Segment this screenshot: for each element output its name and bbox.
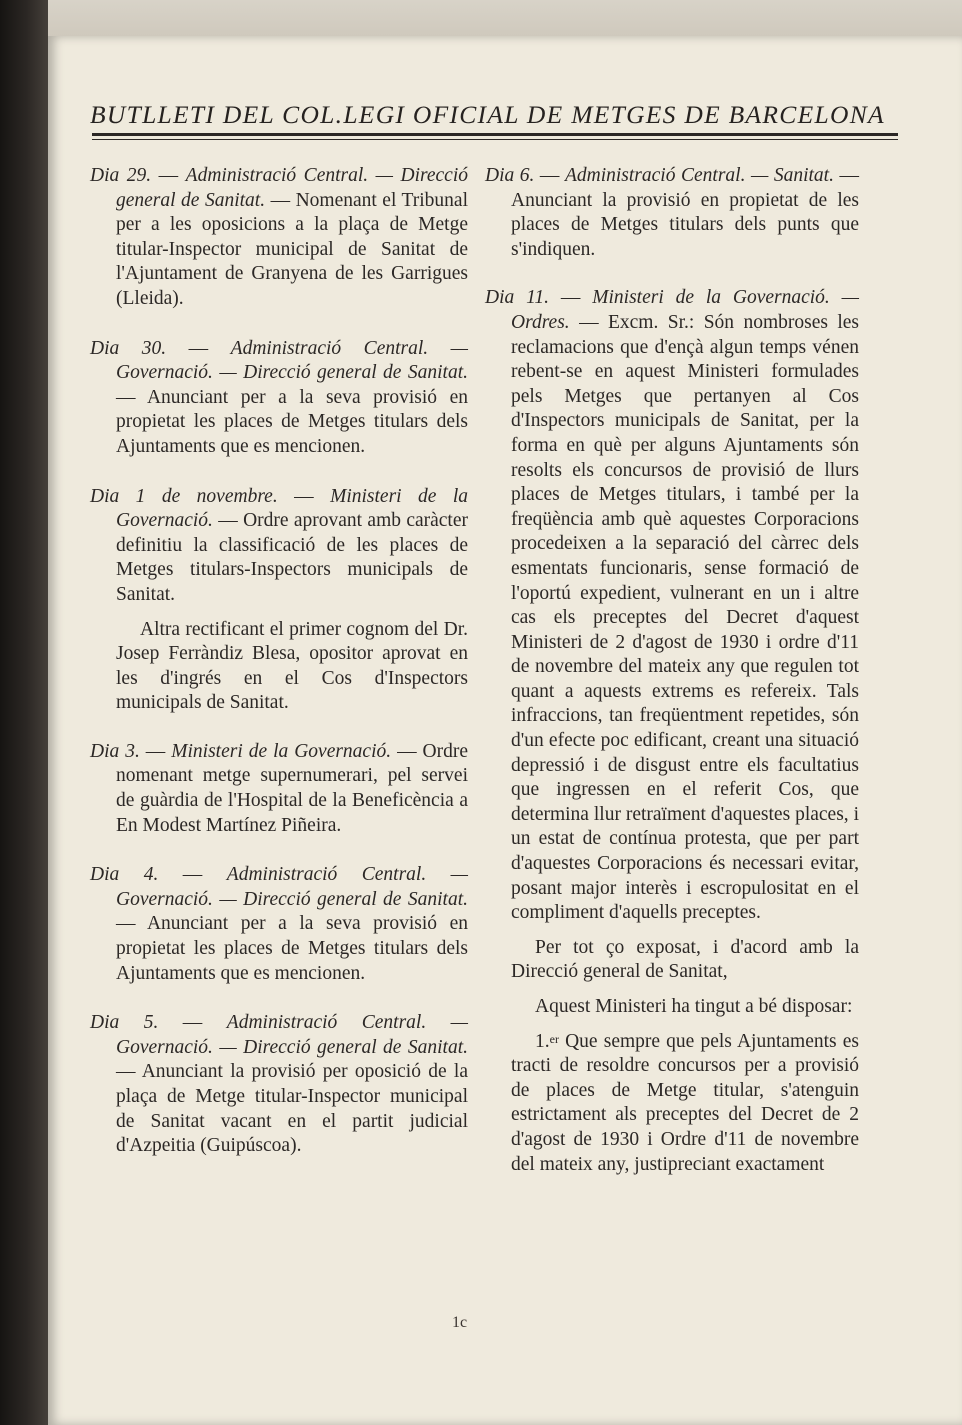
entry-sep: —	[139, 740, 172, 762]
entry-org: Administració Central. — Governació. — Direcció general de Sanitat.	[116, 864, 469, 910]
paragraph-disposar: Aquest Ministeri ha tingut a bé disposar:	[535, 996, 853, 1017]
book-spine	[0, 0, 48, 1425]
entry-text: — Ordre aprovant amb caràcter definitiu la classificació de les places de Metges titulars-Inspectors municipals de Sanitat.	[116, 510, 468, 605]
paragraph-per-tot: Per tot ço exposat, i d'acord amb la Direcció general de Sanitat,	[511, 936, 859, 983]
entry-sep: —	[277, 485, 331, 507]
header-rule-thin	[92, 139, 898, 140]
entry-date: Dia 6.	[485, 165, 535, 186]
entry-dia-11	[485, 286, 859, 925]
entry-text: — Nomenant el Tribunal per a les oposicions a la plaça de Metge titular-Inspector municipal de Sanitat de l'Ajuntament de Granyena de les Garrigues (Lleida).	[116, 189, 468, 309]
entry-org: Administració Central. — Direcció general de Sanitat.	[116, 165, 469, 211]
entry-sep: —	[151, 165, 186, 186]
entry-date: Dia 3.	[90, 740, 140, 762]
article-number: 1.	[535, 1030, 550, 1052]
paragraph-article-1	[485, 1030, 859, 1178]
entry-sep: —	[158, 1012, 227, 1034]
entry-text: — Excm. Sr.: Són nombroses les reclamacions que d'ençà algun temps vénen rebent-se en aquest Ministeri formulades pels Metges que pertanyen al Cos d'Inspectors municipals de Sanitat, per la forma en què per alguns Ajuntaments són resolts els concursos de provisió de llurs places de Metges titulars, i també per la freqüència amb què aquestes Corporacions procedeixen a la separació del càrrec dels esmentats funcionaris, sense formació de l'oportú expedient, vulnerant en un i altre cas els preceptes del Decret d'aquest Ministeri de 2 d'agost de 1930 i ordre d'11 de novembre del mateix any que regulen tot quant a aquests extrems es refereix. Tals infraccions, tan freqüentment repetides, són d'un efecte poc edificant, creant una situació depressió i de disgust entre els facultatius que ingressen en el referit Cos, que determina llur retraïment d'aquestes places, i un estat de contínua protesta, que per part d'aquestes Corporacions és necessari evitar, posant major interès i escropulositat en el compliment d'aquells preceptes.	[511, 311, 859, 924]
article-superscript: er	[549, 1031, 559, 1046]
entry-dia-6	[485, 164, 859, 262]
entry-sep: —	[534, 165, 565, 186]
entry-date: Dia 11.	[485, 287, 550, 309]
right-column	[485, 164, 859, 1187]
entry-org: Administració Central. — Governació. — Direcció general de Sanitat.	[116, 337, 468, 384]
entry-org: Administració Central. — Governació. — Direcció general de Sanitat.	[116, 1012, 469, 1058]
entry-org: Ministeri de la Governació.	[171, 740, 392, 762]
entry-date: Dia 4.	[90, 864, 159, 886]
entry-sep: —	[158, 864, 227, 886]
left-column	[90, 164, 468, 1184]
entry-org: Ministeri de la Governació. — Ordres.	[511, 287, 859, 333]
entry-dia-29	[90, 164, 468, 312]
entry-dia-3	[90, 740, 468, 838]
entry-sep: —	[549, 287, 593, 309]
entry-text: — Ordre nomenant metge supernumerari, pel servei de guàrdia de l'Hospital de la Beneficència a En Modest Martínez Piñeira.	[116, 740, 469, 836]
entry-date: Dia 29.	[90, 165, 152, 186]
document-page	[48, 36, 962, 1425]
entry-text: — Anunciant la provisió per oposició de la plaça de Metge titular-Inspector municipal de Sanitat vacant en el partit judicial d'Azpeitia (Guipúscoa).	[116, 1061, 468, 1157]
entry-date: Dia 1 de novembre.	[90, 485, 278, 507]
entry-date: Dia 30.	[90, 337, 167, 359]
page-number: 1c	[452, 1314, 468, 1331]
header-rule-thick	[92, 133, 898, 136]
entry-dia-4	[90, 863, 468, 986]
entry-dia-5	[90, 1011, 468, 1159]
article-text: Que sempre que pels Ajuntaments es tracti de resoldre concursos per a provisió de places de Metge titular, s'atenguin estrictament als preceptes del Decret de 2 d'agost de 1930 i Ordre d'11 de novembre del mateix any, justipreciant exactament	[511, 1030, 859, 1175]
entry-sep: —	[166, 337, 231, 359]
entry-dia-1-novembre	[90, 485, 468, 608]
entry-dia-30	[90, 337, 468, 460]
paragraph-rectification: Altra rectificant el primer cognom del Dr. Josep Ferràndiz Blesa, opositor aprovat en les d'ingrés en el Cos d'Inspectors municipals de Sanitat.	[116, 618, 468, 714]
entry-text: — Anunciant per a la seva provisió en propietat les places de Metges titulars dels Ajuntaments que es mencionen.	[116, 386, 468, 457]
entry-org: Ministeri de la Governació.	[116, 485, 468, 532]
entry-text: — Anunciant la provisió en propietat de les places de Metges titulars dels punts que s'indiquen.	[511, 165, 860, 260]
entry-org: Administració Central. — Sanitat.	[564, 165, 834, 186]
page-edge	[48, 0, 962, 36]
running-header: BUTLLETI DEL COL.LEGI OFICIAL DE METGES DE BARCELONA	[90, 100, 885, 129]
entry-text: — Anunciant per a la seva provisió en propietat les places de Metges titulars dels Ajuntaments que es mencionen.	[116, 913, 468, 984]
entry-date: Dia 5.	[90, 1012, 159, 1034]
